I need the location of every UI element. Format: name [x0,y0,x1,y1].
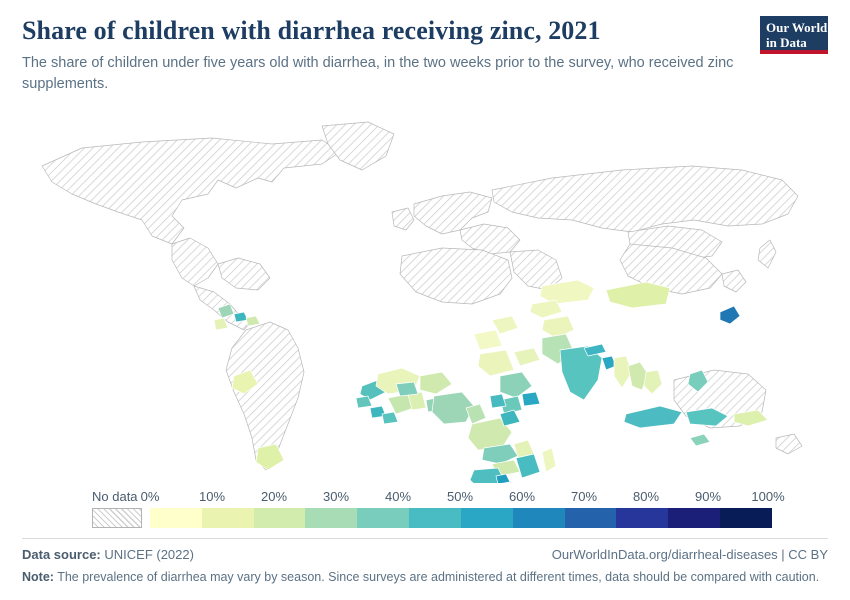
country-dominican-republic [246,316,260,326]
legend-swatch-7[interactable] [513,508,565,528]
legend-swatch-11[interactable] [720,508,772,528]
country-tanzania [500,410,520,426]
legend-swatch-2[interactable] [254,508,306,528]
country-mongolia [606,282,670,308]
legend-swatch-4[interactable] [357,508,409,528]
country-north-korea [720,306,740,324]
legend-tick-labels [92,489,785,505]
country-lesotho [496,474,510,483]
footer-note [22,569,828,586]
world-choropleth-map[interactable] [22,108,828,483]
data-source-label: Data source: [22,547,101,563]
legend-tick-90: 90% [694,489,722,504]
data-source-value: UNICEF (2022) [104,547,194,563]
map-svg [22,108,828,483]
page-title: Share of children with diarrhea receiving zinc, 2021 [22,16,601,45]
legend-nodata-label: No data [92,489,138,504]
legend-swatch-10[interactable] [668,508,720,528]
legend-tick-10: 10% [198,489,226,504]
footer-top-row [22,538,828,562]
owid-link[interactable]: OurWorldInData.org/diarrheal-diseases | CC BY [551,547,828,563]
country-uganda [490,394,506,408]
country-mozambique [516,454,540,478]
legend-tick-100: 100% [751,489,785,504]
legend-swatch-3[interactable] [305,508,357,528]
legend-gradient[interactable] [150,508,772,528]
legend-swatch-1[interactable] [202,508,254,528]
owid-logo[interactable] [760,16,828,54]
legend-tick-20: 20% [260,489,288,504]
country-niger [420,372,452,394]
footer-note-label: Note: [22,570,54,585]
legend-tick-70: 70% [570,489,598,504]
chart-footer [22,538,828,586]
legend-swatch-8[interactable] [565,508,617,528]
legend-tick-0: 0% [140,489,160,504]
country-burkina-faso [396,382,418,396]
country-paraguay [256,444,284,470]
legend-color-bar[interactable] [92,508,772,528]
legend-swatch-6[interactable] [461,508,513,528]
country-somalia [522,392,540,406]
country-afghanistan [542,316,574,338]
page-subtitle: The share of children under five years old with diarrhea, in the two weeks prior to the survey, who received zinc supplements. [22,55,734,92]
data-source [22,547,194,562]
country-haiti [234,312,248,322]
legend-tick-80: 80% [632,489,660,504]
map-legend [92,489,785,528]
legend-swatch-0[interactable] [150,508,202,528]
legend-swatch-9[interactable] [616,508,668,528]
country-yemen [514,348,540,366]
legend-tick-50: 50% [446,489,474,504]
legend-tick-60: 60% [508,489,536,504]
country-egypt [474,330,502,350]
owid-logo-line1: Our World [766,20,828,35]
country-madagascar [542,448,556,472]
owid-logo-line2: in Data [766,35,807,51]
country-sudan [478,350,514,376]
country-cameroon [466,404,486,424]
legend-nodata-swatch[interactable] [92,508,142,528]
legend-swatch-5[interactable] [409,508,461,528]
country-timor-leste [690,434,710,446]
legend-tick-40: 40% [384,489,412,504]
country-indonesia [624,406,682,428]
country-turkmenistan [530,300,562,318]
chart-header [22,16,828,94]
legend-tick-30: 30% [322,489,350,504]
footer-note-text: The prevalence of diarrhea may vary by season. Since surveys are administered at different times, data should be compared with caution. [57,570,820,585]
country-vietnam [644,370,662,394]
